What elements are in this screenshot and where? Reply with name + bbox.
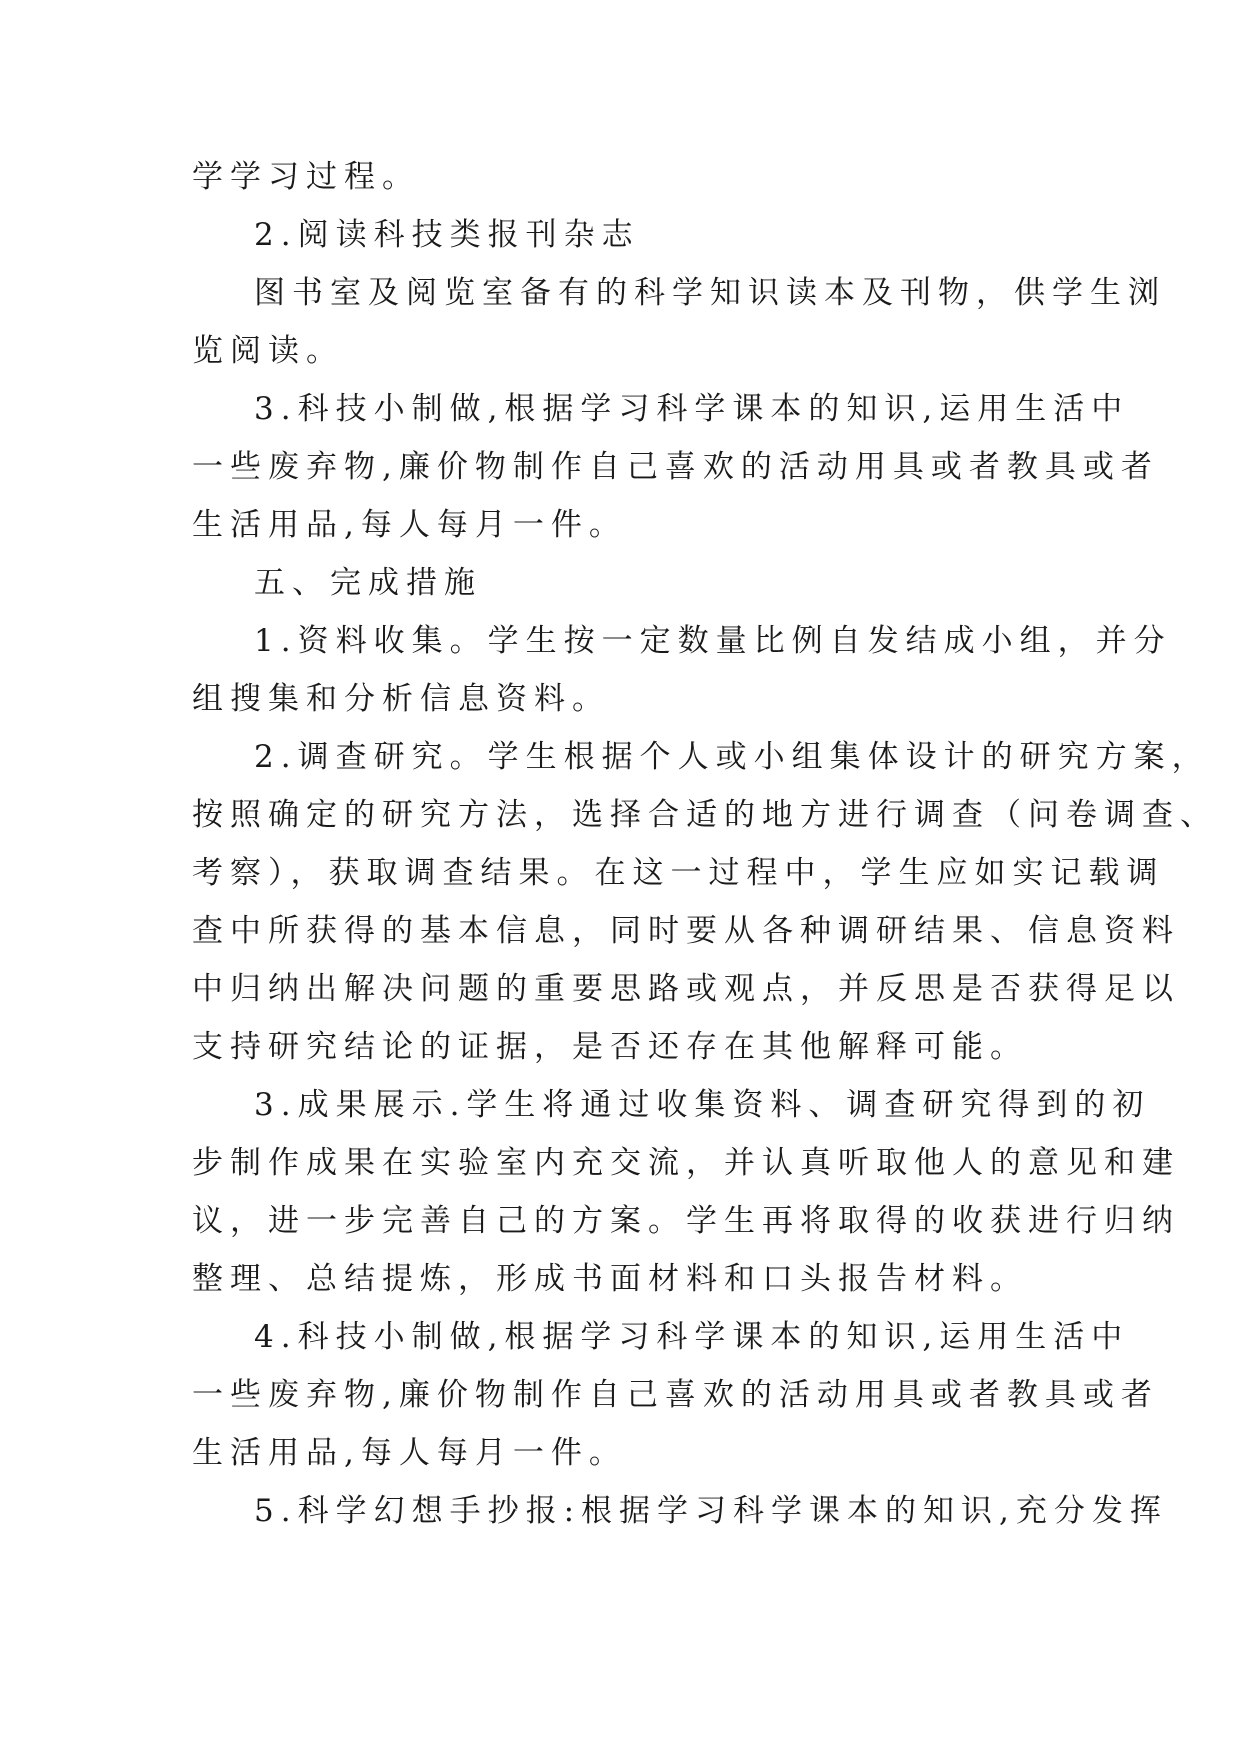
paragraph-line: 步制作成果在实验室内充交流，并认真听取他人的意见和建 xyxy=(192,1145,1180,1181)
paragraph-line: 5.科学幻想手抄报:根据学习科学课本的知识,充分发挥 xyxy=(254,1493,1168,1529)
paragraph-line: 3.科技小制做,根据学习科学课本的知识,运用生活中 xyxy=(254,391,1130,427)
paragraph-line: 4.科技小制做,根据学习科学课本的知识,运用生活中 xyxy=(254,1319,1130,1355)
paragraph-line: 组搜集和分析信息资料。 xyxy=(192,681,610,717)
paragraph-line: 3.成果展示.学生将通过收集资料、调查研究得到的初 xyxy=(254,1087,1151,1123)
paragraph-line: 支持研究结论的证据，是否还存在其他解释可能。 xyxy=(192,1029,1028,1065)
paragraph-line: 考察），获取调查结果。在这一过程中，学生应如实记载调 xyxy=(192,855,1165,891)
paragraph-line: 按照确定的研究方法，选择合适的地方进行调查（问卷调查、 xyxy=(192,797,1218,833)
paragraph-line: 生活用品,每人每月一件。 xyxy=(192,507,627,543)
paragraph-line: 学学习过程。 xyxy=(192,159,420,195)
paragraph-line: 中归纳出解决问题的重要思路或观点，并反思是否获得足以 xyxy=(192,971,1180,1007)
document-body xyxy=(192,148,1218,1540)
paragraph-line: 议，进一步完善自己的方案。学生再将取得的收获进行归纳 xyxy=(192,1203,1180,1239)
paragraph-line: 1.资料收集。学生按一定数量比例自发结成小组，并分 xyxy=(254,623,1172,659)
paragraph-line: 一些废弃物,廉价物制作自己喜欢的活动用具或者教具或者 xyxy=(192,1377,1159,1413)
paragraph-line: 整理、总结提炼，形成书面材料和口头报告材料。 xyxy=(192,1261,1028,1297)
paragraph-line: 一些废弃物,廉价物制作自己喜欢的活动用具或者教具或者 xyxy=(192,449,1159,485)
section-heading: 五、完成措施 xyxy=(254,565,482,601)
paragraph-line: 生活用品,每人每月一件。 xyxy=(192,1435,627,1471)
section-heading: 2.阅读科技类报刊杂志 xyxy=(254,217,640,253)
paragraph-line: 览阅读。 xyxy=(192,333,344,369)
paragraph-line: 查中所获得的基本信息，同时要从各种调研结果、信息资料 xyxy=(192,913,1180,949)
paragraph-line: 2.调查研究。学生根据个人或小组集体设计的研究方案， xyxy=(254,739,1210,775)
paragraph-line: 图书室及阅览室备有的科学知识读本及刊物，供学生浏 xyxy=(254,275,1166,311)
